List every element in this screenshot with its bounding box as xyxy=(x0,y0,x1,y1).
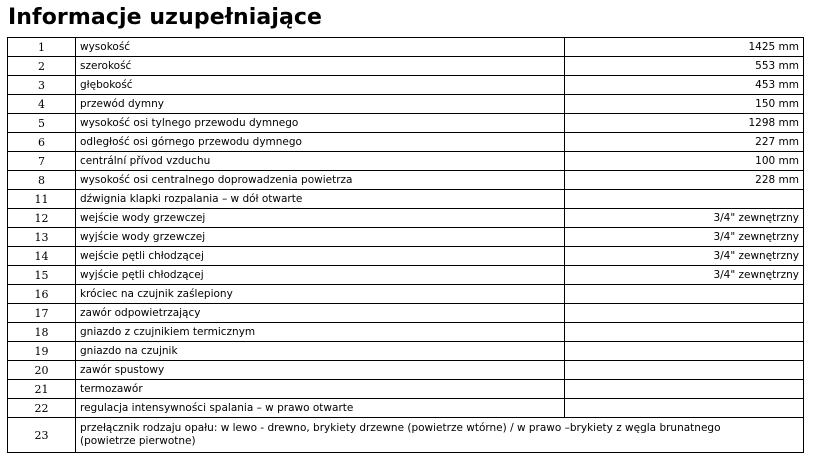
row-description: wysokość xyxy=(76,38,565,57)
row-description: króciec na czujnik zaślepiony xyxy=(76,285,565,304)
row-number: 22 xyxy=(8,399,76,418)
row-number: 5 xyxy=(8,114,76,133)
row-value xyxy=(565,304,804,323)
row-description: odległość osi górnego przewodu dymnego xyxy=(76,133,565,152)
table-row xyxy=(8,304,804,323)
row-description: wyjście pętli chłodzącej xyxy=(76,266,565,285)
row-number: 18 xyxy=(8,323,76,342)
page-title: Informacje uzupełniające xyxy=(8,5,323,30)
row-description: dźwignia klapki rozpalania – w dół otwarte xyxy=(76,190,565,209)
table-row xyxy=(8,323,804,342)
row-number: 16 xyxy=(8,285,76,304)
row-number: 15 xyxy=(8,266,76,285)
table-row xyxy=(8,228,804,247)
row-description: zawór odpowietrzający xyxy=(76,304,565,323)
row-value: 3/4" zewnętrzny xyxy=(565,228,804,247)
table-row xyxy=(8,114,804,133)
row-description: centrální přívod vzduchu xyxy=(76,152,565,171)
info-table xyxy=(7,37,804,453)
row-value xyxy=(565,361,804,380)
table-row xyxy=(8,247,804,266)
row-value xyxy=(565,323,804,342)
table-row xyxy=(8,266,804,285)
row-value xyxy=(565,380,804,399)
table-row xyxy=(8,57,804,76)
row-number: 7 xyxy=(8,152,76,171)
row-description xyxy=(76,418,804,453)
table-row xyxy=(8,171,804,190)
row-description-line-1: przełącznik rodzaju opału: w lewo - drewno, brykiety drzewne (powietrze wtórne) / w prawo –brykiety z węgla brunatnego xyxy=(80,422,721,434)
table-row xyxy=(8,418,804,453)
row-value: 453 mm xyxy=(565,76,804,95)
table-row xyxy=(8,361,804,380)
table-row xyxy=(8,95,804,114)
row-description: głębokość xyxy=(76,76,565,95)
row-description: termozawór xyxy=(76,380,565,399)
row-description: wejście wody grzewczej xyxy=(76,209,565,228)
row-value: 228 mm xyxy=(565,171,804,190)
row-number: 2 xyxy=(8,57,76,76)
table-row xyxy=(8,190,804,209)
table-row xyxy=(8,399,804,418)
row-value xyxy=(565,285,804,304)
row-description-line-2: (powietrze pierwotne) xyxy=(80,435,196,447)
row-number: 4 xyxy=(8,95,76,114)
row-number: 19 xyxy=(8,342,76,361)
row-number: 6 xyxy=(8,133,76,152)
row-value: 1425 mm xyxy=(565,38,804,57)
row-number: 12 xyxy=(8,209,76,228)
row-description: gniazdo z czujnikiem termicznym xyxy=(76,323,565,342)
row-description: gniazdo na czujnik xyxy=(76,342,565,361)
row-value: 1298 mm xyxy=(565,114,804,133)
table-row xyxy=(8,285,804,304)
table-row xyxy=(8,76,804,95)
row-description: przewód dymny xyxy=(76,95,565,114)
row-value xyxy=(565,342,804,361)
row-number: 20 xyxy=(8,361,76,380)
table-row xyxy=(8,152,804,171)
row-description: wysokość osi centralnego doprowadzenia powietrza xyxy=(76,171,565,190)
row-description: regulacja intensywności spalania – w prawo otwarte xyxy=(76,399,565,418)
row-number: 13 xyxy=(8,228,76,247)
row-description: zawór spustowy xyxy=(76,361,565,380)
info-table-body xyxy=(8,38,804,453)
row-number: 23 xyxy=(8,418,76,453)
row-value xyxy=(565,190,804,209)
row-value: 227 mm xyxy=(565,133,804,152)
row-number: 3 xyxy=(8,76,76,95)
row-description: szerokość xyxy=(76,57,565,76)
row-value xyxy=(565,399,804,418)
row-number: 21 xyxy=(8,380,76,399)
row-value: 150 mm xyxy=(565,95,804,114)
table-row xyxy=(8,209,804,228)
row-number: 14 xyxy=(8,247,76,266)
table-row xyxy=(8,380,804,399)
row-value: 3/4" zewnętrzny xyxy=(565,209,804,228)
row-description: wysokość osi tylnego przewodu dymnego xyxy=(76,114,565,133)
row-number: 11 xyxy=(8,190,76,209)
row-value: 3/4" zewnętrzny xyxy=(565,266,804,285)
row-value: 553 mm xyxy=(565,57,804,76)
row-value: 100 mm xyxy=(565,152,804,171)
row-description: wyjście wody grzewczej xyxy=(76,228,565,247)
table-row xyxy=(8,133,804,152)
row-description: wejście pętli chłodzącej xyxy=(76,247,565,266)
row-number: 17 xyxy=(8,304,76,323)
table-row xyxy=(8,342,804,361)
row-number: 8 xyxy=(8,171,76,190)
row-number: 1 xyxy=(8,38,76,57)
row-value: 3/4" zewnętrzny xyxy=(565,247,804,266)
table-row xyxy=(8,38,804,57)
